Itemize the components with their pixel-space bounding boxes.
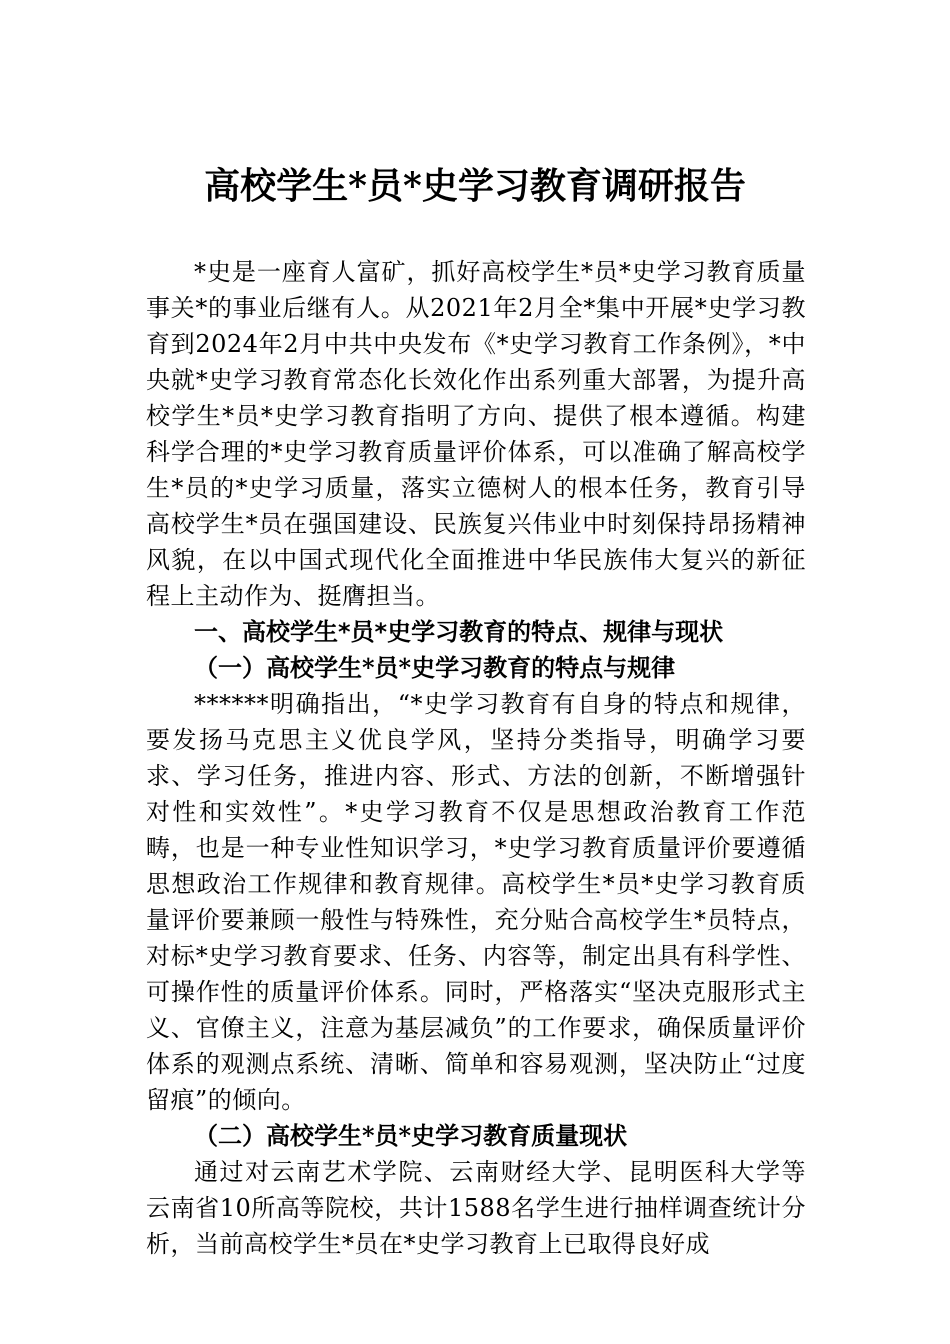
subsection-heading-1-1: （一）高校学生*员*史学习教育的特点与规律 bbox=[194, 653, 676, 682]
section-heading-1: 一、高校学生*员*史学习教育的特点、规律与现状 bbox=[194, 618, 724, 646]
section-paragraph-features: ******明确指出，“*史学习教育有自身的特点和规律，要发扬马克思主义优良学风，坚持分类指导，明确学习要求、学习任务，推进内容、形式、方法的创新，不断增强针对性和实效性”。*史学习教育不仅是思想政治教育工作范畴，也是一种专业性知识学习，*史学习教育质量评价要遵循思想政治工作规律和教育规律。高校学生*员*史学习教育质量评价要兼顾一般性与特殊性，充分贴合高校学生*员特点，对标*史学习教育要求、任务、内容等，制定出具有科学性、可操作性的质量评价体系。同时，严格落实“坚决克服形式主义、官僚主义，注意为基层减负”的工作要求，确保质量评价体系的观测点系统、清晰、简单和容易观测，坚决防止“过度留痕”的倾向。 bbox=[146, 690, 806, 1114]
section-paragraph-status: 通过对云南艺术学院、云南财经大学、昆明医科大学等云南省10所高等院校，共计1588名学生进行抽样调查统计分析，当前高校学生*员在*史学习教育上已取得良好成 bbox=[146, 1158, 806, 1258]
document-body bbox=[146, 254, 806, 1262]
subsection-heading-1-2: （二）高校学生*员*史学习教育质量现状 bbox=[194, 1121, 628, 1150]
intro-paragraph: *史是一座育人富矿，抓好高校学生*员*史学习教育质量事关*的事业后继有人。从2021年2月全*集中开展*史学习教育到2024年2月中共中央发布《*史学习教育工作条例》，*中央就*史学习教育常态化长效化作出系列重大部署，为提升高校学生*员*史学习教育指明了方向、提供了根本遵循。构建科学合理的*史学习教育质量评价体系，可以准确了解高校学生*员的*史学习质量，落实立德树人的根本任务，教育引导高校学生*员在强国建设、民族复兴伟业中时刻保持昂扬精神风貌，在以中国式现代化全面推进中华民族伟大复兴的新征程上主动作为、挺膺担当。 bbox=[146, 258, 806, 610]
document-title: 高校学生*员*史学习教育调研报告 bbox=[204, 165, 746, 207]
